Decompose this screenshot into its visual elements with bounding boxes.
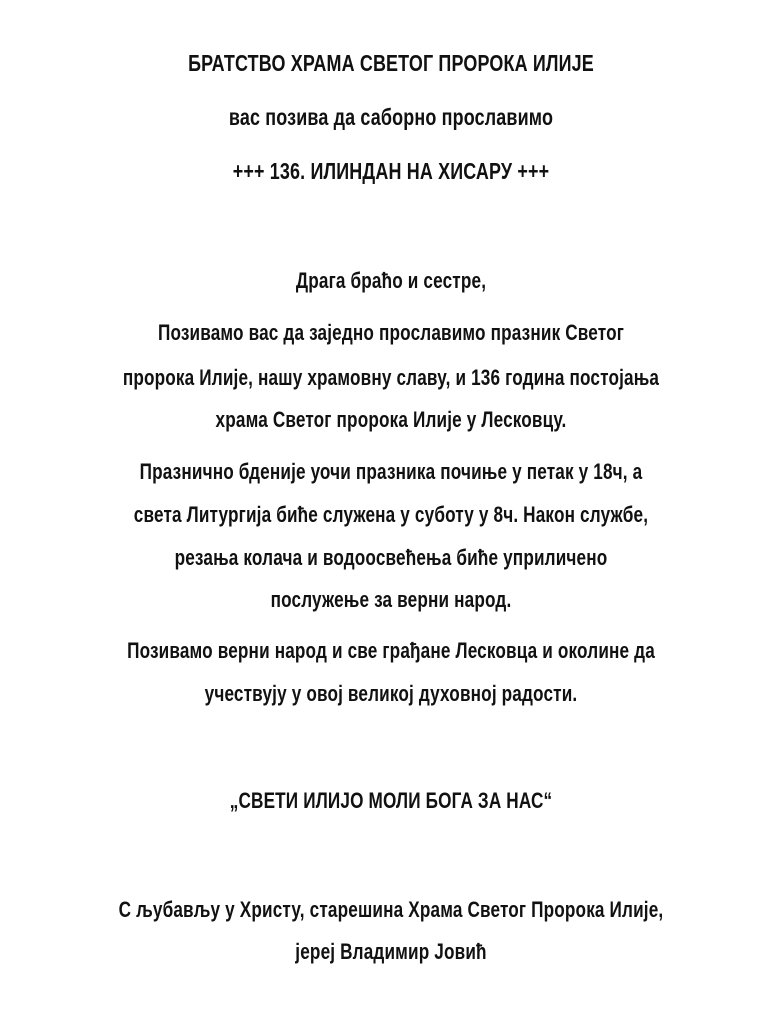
paragraph2-line: света Литургија биће служена у суботу у 8ч. Након службе, [133, 502, 649, 527]
paragraph3-line: учествују у овој великој духовној радости. [204, 681, 578, 706]
paragraph1-line: пророка Илије, нашу храмовну славу, и 136 година постојања [122, 365, 660, 390]
signature-line: С љубављу у Христу, старешина Храма Светог Пророка Илије, [118, 897, 664, 922]
header-subtitle: вас позива да саборно прославимо [228, 104, 554, 130]
paragraph1-line: храма Светог пророка Илије у Лесковцу. [215, 407, 567, 432]
header-event: +++ 136. ИЛИНДАН НА ХИСАРУ +++ [232, 158, 550, 184]
motto: „СВЕТИ ИЛИЈО МОЛИ БОГА ЗА НАС“ [229, 788, 553, 813]
paragraph3-line: Позивамо верни народ и све грађане Лесковца и околине да [127, 638, 655, 663]
signature-name: јереј Владимир Јовић [295, 939, 487, 964]
header-title: БРАТСТВО ХРАМА СВЕТОГ ПРОРОКА ИЛИЈЕ [188, 50, 594, 76]
paragraph2-line: резања колача и водоосвећења биће уприличено [174, 545, 608, 570]
greeting: Драга браћо и сестре, [295, 268, 487, 293]
paragraph2-line: Празнично бденије уочи празника почиње у петак у 18ч, а [139, 459, 643, 484]
paragraph1-line: Позивамо вас да заједно прославимо празник Светог [157, 320, 625, 345]
paragraph2-line: послужење за верни народ. [270, 587, 512, 612]
